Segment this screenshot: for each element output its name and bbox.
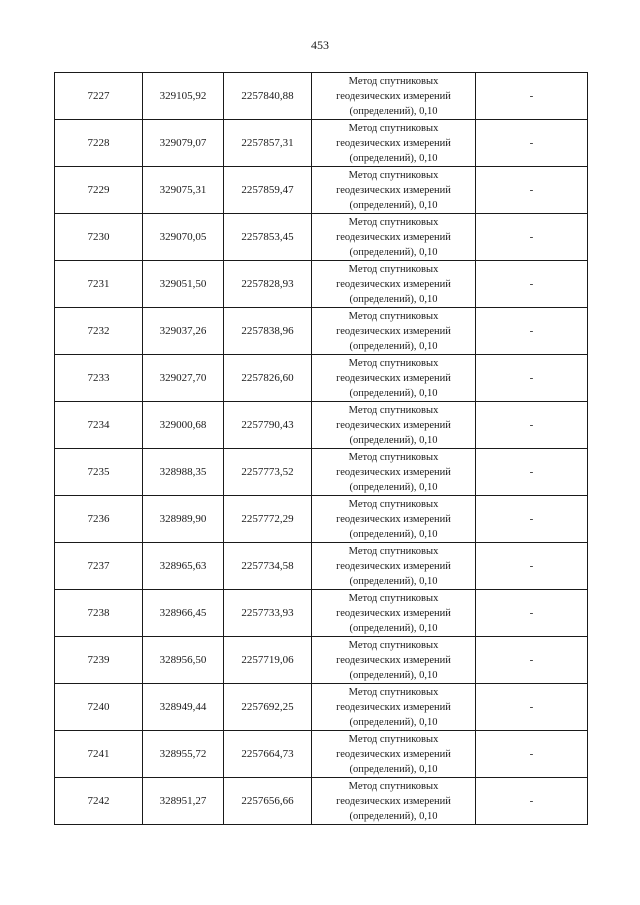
method-line: геодезических измерений (336, 607, 451, 619)
method-line: геодезических измерений (336, 231, 451, 243)
point-number-cell: 7237 (55, 543, 143, 590)
method-line: геодезических измерений (336, 748, 451, 760)
point-number-cell: 7242 (55, 778, 143, 825)
extra-cell: - (476, 684, 588, 731)
method-cell (312, 684, 476, 731)
method-cell (312, 543, 476, 590)
y-coordinate-cell: 2257840,88 (224, 73, 312, 120)
method-line: (определений), 0,10 (349, 152, 438, 164)
x-coordinate-cell: 329051,50 (143, 261, 224, 308)
method-line: геодезических измерений (336, 654, 451, 666)
y-coordinate-cell: 2257853,45 (224, 214, 312, 261)
table-row (55, 731, 588, 778)
method-line: Метод спутниковых (348, 686, 439, 698)
method-line: (определений), 0,10 (349, 716, 438, 728)
extra-cell: - (476, 355, 588, 402)
x-coordinate-cell: 328949,44 (143, 684, 224, 731)
y-coordinate-cell: 2257826,60 (224, 355, 312, 402)
point-number-cell: 7232 (55, 308, 143, 355)
extra-cell: - (476, 402, 588, 449)
table-row (55, 778, 588, 825)
method-line: (определений), 0,10 (349, 199, 438, 211)
x-coordinate-cell: 328951,27 (143, 778, 224, 825)
method-line: (определений), 0,10 (349, 669, 438, 681)
table-row (55, 214, 588, 261)
y-coordinate-cell: 2257733,93 (224, 590, 312, 637)
method-line: (определений), 0,10 (349, 105, 438, 117)
extra-cell: - (476, 590, 588, 637)
method-line: геодезических измерений (336, 372, 451, 384)
method-line: Метод спутниковых (348, 498, 439, 510)
method-line: Метод спутниковых (348, 404, 439, 416)
x-coordinate-cell: 329070,05 (143, 214, 224, 261)
y-coordinate-cell: 2257772,29 (224, 496, 312, 543)
point-number-cell: 7236 (55, 496, 143, 543)
extra-cell: - (476, 637, 588, 684)
table-row (55, 73, 588, 120)
page-number: 453 (311, 38, 329, 52)
x-coordinate-cell: 329079,07 (143, 120, 224, 167)
y-coordinate-cell: 2257719,06 (224, 637, 312, 684)
method-line: геодезических измерений (336, 701, 451, 713)
y-coordinate-cell: 2257734,58 (224, 543, 312, 590)
method-line: геодезических измерений (336, 90, 451, 102)
extra-cell: - (476, 778, 588, 825)
x-coordinate-cell: 329037,26 (143, 308, 224, 355)
method-cell (312, 590, 476, 637)
point-number-cell: 7238 (55, 590, 143, 637)
method-cell (312, 402, 476, 449)
method-line: (определений), 0,10 (349, 481, 438, 493)
table-row (55, 261, 588, 308)
point-number-cell: 7228 (55, 120, 143, 167)
method-cell (312, 496, 476, 543)
method-line: Метод спутниковых (348, 263, 439, 275)
table-row (55, 543, 588, 590)
method-cell (312, 637, 476, 684)
x-coordinate-cell: 329075,31 (143, 167, 224, 214)
extra-cell: - (476, 120, 588, 167)
x-coordinate-cell: 329000,68 (143, 402, 224, 449)
x-coordinate-cell: 328966,45 (143, 590, 224, 637)
method-line: (определений), 0,10 (349, 246, 438, 258)
y-coordinate-cell: 2257859,47 (224, 167, 312, 214)
extra-cell: - (476, 449, 588, 496)
method-line: Метод спутниковых (348, 451, 439, 463)
extra-cell: - (476, 308, 588, 355)
x-coordinate-cell: 328955,72 (143, 731, 224, 778)
method-cell (312, 355, 476, 402)
method-line: Метод спутниковых (348, 357, 439, 369)
point-number-cell: 7241 (55, 731, 143, 778)
method-line: Метод спутниковых (348, 75, 439, 87)
method-line: Метод спутниковых (348, 780, 439, 792)
method-cell (312, 167, 476, 214)
method-line: геодезических измерений (336, 560, 451, 572)
method-cell (312, 308, 476, 355)
point-number-cell: 7230 (55, 214, 143, 261)
method-cell (312, 261, 476, 308)
method-cell (312, 73, 476, 120)
table-row (55, 449, 588, 496)
table-row (55, 402, 588, 449)
x-coordinate-cell: 328965,63 (143, 543, 224, 590)
point-number-cell: 7229 (55, 167, 143, 214)
method-line: Метод спутниковых (348, 122, 439, 134)
method-line: Метод спутниковых (348, 639, 439, 651)
y-coordinate-cell: 2257656,66 (224, 778, 312, 825)
point-number-cell: 7235 (55, 449, 143, 496)
point-number-cell: 7239 (55, 637, 143, 684)
method-cell (312, 731, 476, 778)
x-coordinate-cell: 329027,70 (143, 355, 224, 402)
method-cell (312, 120, 476, 167)
extra-cell: - (476, 731, 588, 778)
method-line: (определений), 0,10 (349, 434, 438, 446)
method-line: (определений), 0,10 (349, 387, 438, 399)
y-coordinate-cell: 2257857,31 (224, 120, 312, 167)
method-line: (определений), 0,10 (349, 810, 438, 822)
method-line: геодезических измерений (336, 278, 451, 290)
method-line: (определений), 0,10 (349, 575, 438, 587)
extra-cell: - (476, 214, 588, 261)
method-line: Метод спутниковых (348, 592, 439, 604)
y-coordinate-cell: 2257790,43 (224, 402, 312, 449)
method-cell (312, 214, 476, 261)
method-line: Метод спутниковых (348, 733, 439, 745)
table-row (55, 308, 588, 355)
table-row (55, 496, 588, 543)
x-coordinate-cell: 329105,92 (143, 73, 224, 120)
method-line: геодезических измерений (336, 419, 451, 431)
method-line: Метод спутниковых (348, 545, 439, 557)
y-coordinate-cell: 2257828,93 (224, 261, 312, 308)
method-line: геодезических измерений (336, 513, 451, 525)
y-coordinate-cell: 2257692,25 (224, 684, 312, 731)
table-row (55, 167, 588, 214)
method-line: Метод спутниковых (348, 216, 439, 228)
table-row (55, 637, 588, 684)
y-coordinate-cell: 2257773,52 (224, 449, 312, 496)
method-line: (определений), 0,10 (349, 763, 438, 775)
method-line: Метод спутниковых (348, 310, 439, 322)
method-line: (определений), 0,10 (349, 340, 438, 352)
method-line: (определений), 0,10 (349, 622, 438, 634)
table-row (55, 355, 588, 402)
method-line: (определений), 0,10 (349, 528, 438, 540)
method-line: геодезических измерений (336, 795, 451, 807)
extra-cell: - (476, 261, 588, 308)
x-coordinate-cell: 328989,90 (143, 496, 224, 543)
method-line: Метод спутниковых (348, 169, 439, 181)
coordinates-table (54, 72, 588, 825)
method-line: геодезических измерений (336, 466, 451, 478)
point-number-cell: 7233 (55, 355, 143, 402)
x-coordinate-cell: 328988,35 (143, 449, 224, 496)
point-number-cell: 7227 (55, 73, 143, 120)
table-row (55, 120, 588, 167)
method-line: геодезических измерений (336, 184, 451, 196)
method-cell (312, 449, 476, 496)
point-number-cell: 7240 (55, 684, 143, 731)
point-number-cell: 7231 (55, 261, 143, 308)
extra-cell: - (476, 496, 588, 543)
method-cell (312, 778, 476, 825)
point-number-cell: 7234 (55, 402, 143, 449)
extra-cell: - (476, 73, 588, 120)
method-line: геодезических измерений (336, 137, 451, 149)
extra-cell: - (476, 543, 588, 590)
y-coordinate-cell: 2257664,73 (224, 731, 312, 778)
method-line: геодезических измерений (336, 325, 451, 337)
extra-cell: - (476, 167, 588, 214)
table-row (55, 684, 588, 731)
method-line: (определений), 0,10 (349, 293, 438, 305)
coordinates-table-body (55, 73, 588, 825)
table-row (55, 590, 588, 637)
y-coordinate-cell: 2257838,96 (224, 308, 312, 355)
x-coordinate-cell: 328956,50 (143, 637, 224, 684)
